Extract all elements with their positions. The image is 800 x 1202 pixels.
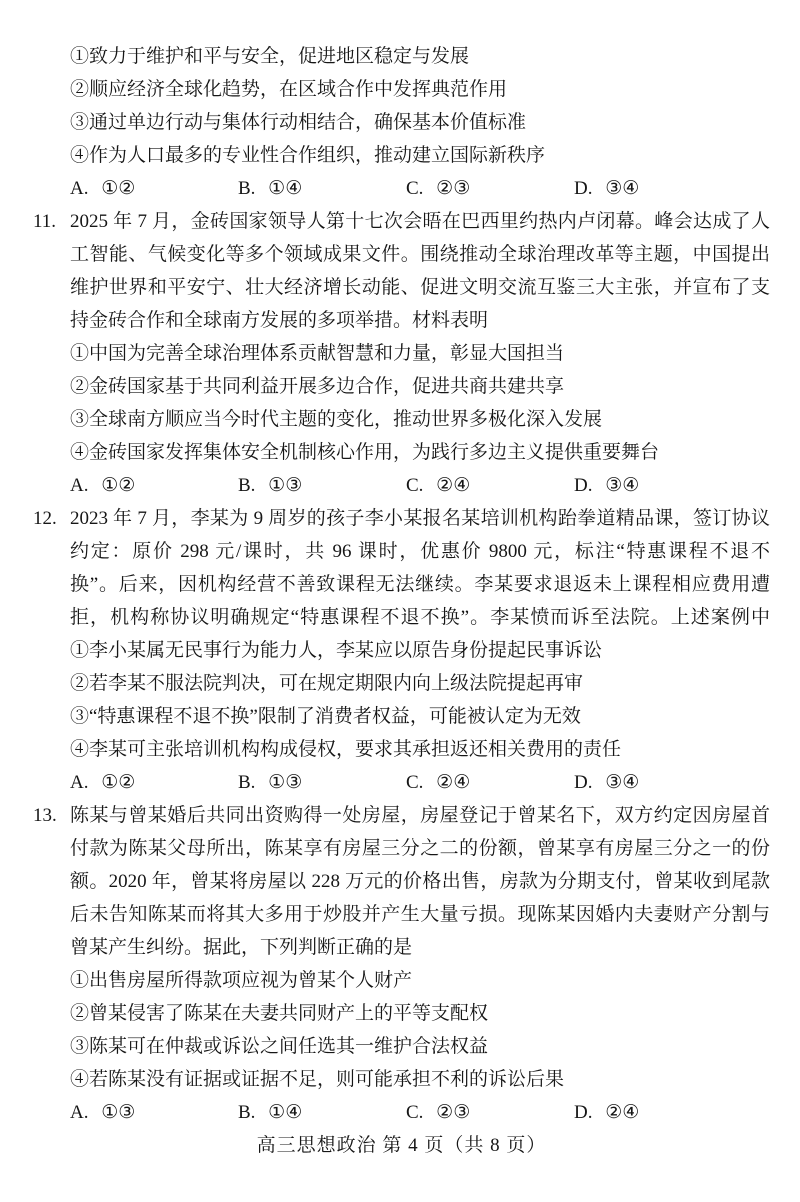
answer-choice-a: A. ①② — [70, 178, 136, 199]
question-body — [70, 40, 770, 205]
answer-choice-a: A. ①③ — [70, 1102, 136, 1123]
answer-choice-a: A. ①② — [70, 772, 136, 793]
answer-choice-b: B. ①③ — [238, 772, 303, 793]
option-line-1: ①致力于维护和平与安全，促进地区稳定与发展 — [70, 46, 470, 67]
stem-line: 后未告知陈某而将其大多用于炒股并产生大量亏损。现陈某因婚内夫妻财产分割与 — [70, 904, 770, 925]
question-number: 11. — [33, 211, 57, 232]
answer-choice-c: C. ②③ — [406, 178, 471, 199]
option-line-3: ③通过单边行动与集体行动相结合，确保基本价值标准 — [70, 112, 527, 133]
stem-line: 约定：原价 298 元/课时，共 96 课时，优惠价 9800 元，标注“特惠课程不退不 — [70, 541, 770, 562]
stem-line: 付款为陈某父母所出，陈某享有房屋三分之二的份额，曾某享有房屋三分之一的份 — [70, 838, 770, 859]
question-block-11 — [33, 205, 770, 502]
answer-choice-d: D. ③④ — [574, 475, 640, 496]
option-line-2: ②曾某侵害了陈某在夫妻共同财产上的平等支配权 — [70, 1003, 489, 1024]
question-body — [70, 502, 770, 799]
answer-choice-b: B. ①④ — [238, 1102, 303, 1123]
option-line-4: ④金砖国家发挥集体安全机制核心作用，为践行多边主义提供重要舞台 — [70, 442, 660, 463]
stem-line: 曾某产生纠纷。据此，下列判断正确的是 — [70, 937, 413, 958]
answer-row — [70, 469, 770, 502]
option-line-4: ④作为人口最多的专业性合作组织，推动建立国际新秩序 — [70, 145, 546, 166]
answer-choice-c: C. ②③ — [406, 1102, 471, 1123]
stem-line: 2023 年 7 月，李某为 9 周岁的孩子李小某报名某培训机构跆拳道精品课，签订协议 — [70, 508, 770, 529]
stem-line: 陈某与曾某婚后共同出资购得一处房屋，房屋登记于曾某名下，双方约定因房屋首 — [70, 805, 770, 826]
option-line-2: ②若李某不服法院判决，可在规定期限内向上级法院提起再审 — [70, 673, 584, 694]
option-line-4: ④若陈某没有证据或证据不足，则可能承担不利的诉讼后果 — [70, 1069, 565, 1090]
option-line-3: ③全球南方顺应当今时代主题的变化，推动世界多极化深入发展 — [70, 409, 603, 430]
stem-line: 工智能、气候变化等多个领域成果文件。围绕推动全球治理改革等主题，中国提出 — [70, 244, 770, 265]
answer-choice-b: B. ①③ — [238, 475, 303, 496]
answer-row — [70, 766, 770, 799]
option-line-4: ④李某可主张培训机构构成侵权，要求其承担返还相关费用的责任 — [70, 739, 622, 760]
answer-choice-d: D. ③④ — [574, 178, 640, 199]
stem-line: 持金砖合作和全球南方发展的多项举措。材料表明 — [70, 310, 489, 331]
option-line-1: ①中国为完善全球治理体系贡献智慧和力量，彰显大国担当 — [70, 343, 565, 364]
question-body — [70, 799, 770, 1129]
option-line-2: ②金砖国家基于共同利益开展多边合作，促进共商共建共享 — [70, 376, 565, 397]
answer-choice-c: C. ②④ — [406, 475, 471, 496]
stem-line: 换”。后来，因机构经营不善致课程无法继续。李某要求退返未上课程相应费用遭 — [70, 574, 770, 595]
option-line-1: ①出售房屋所得款项应视为曾某个人财产 — [70, 970, 413, 991]
stem-line: 额。2020 年，曾某将房屋以 228 万元的价格出售，房款为分期支付，曾某收到尾款 — [70, 871, 770, 892]
option-line-2: ②顺应经济全球化趋势，在区域合作中发挥典范作用 — [70, 79, 508, 100]
stem-line: 拒，机构称协议明确规定“特惠课程不退不换”。李某愤而诉至法院。上述案例中 — [70, 607, 770, 628]
question-block-13 — [33, 799, 770, 1129]
option-line-3: ③“特惠课程不退不换”限制了消费者权益，可能被认定为无效 — [70, 706, 581, 727]
question-number: 13. — [33, 805, 57, 826]
answer-choice-b: B. ①④ — [238, 178, 303, 199]
option-line-3: ③陈某可在仲裁或诉讼之间任选其一维护合法权益 — [70, 1036, 489, 1057]
stem-line: 2025 年 7 月，金砖国家领导人第十七次会晤在巴西里约热内卢闭幕。峰会达成了人 — [70, 211, 770, 232]
option-line-1: ①李小某属无民事行为能力人，李某应以原告身份提起民事诉讼 — [70, 640, 603, 661]
stem-line: 维护世界和平安宁、壮大经济增长动能、促进文明交流互鉴三大主张，并宣布了支 — [70, 277, 770, 298]
answer-choice-d: D. ③④ — [574, 772, 640, 793]
answer-choice-a: A. ①② — [70, 475, 136, 496]
answer-choice-c: C. ②④ — [406, 772, 471, 793]
question-number — [33, 40, 70, 205]
question-block-10 — [33, 40, 770, 205]
question-number: 12. — [33, 508, 57, 529]
answer-row — [70, 1096, 770, 1129]
answer-choice-d: D. ②④ — [574, 1102, 640, 1123]
question-body — [70, 205, 770, 502]
page-footer: 高三思想政治 第 4 页（共 8 页） — [256, 1135, 547, 1156]
question-block-12 — [33, 502, 770, 799]
answer-row — [70, 172, 770, 205]
